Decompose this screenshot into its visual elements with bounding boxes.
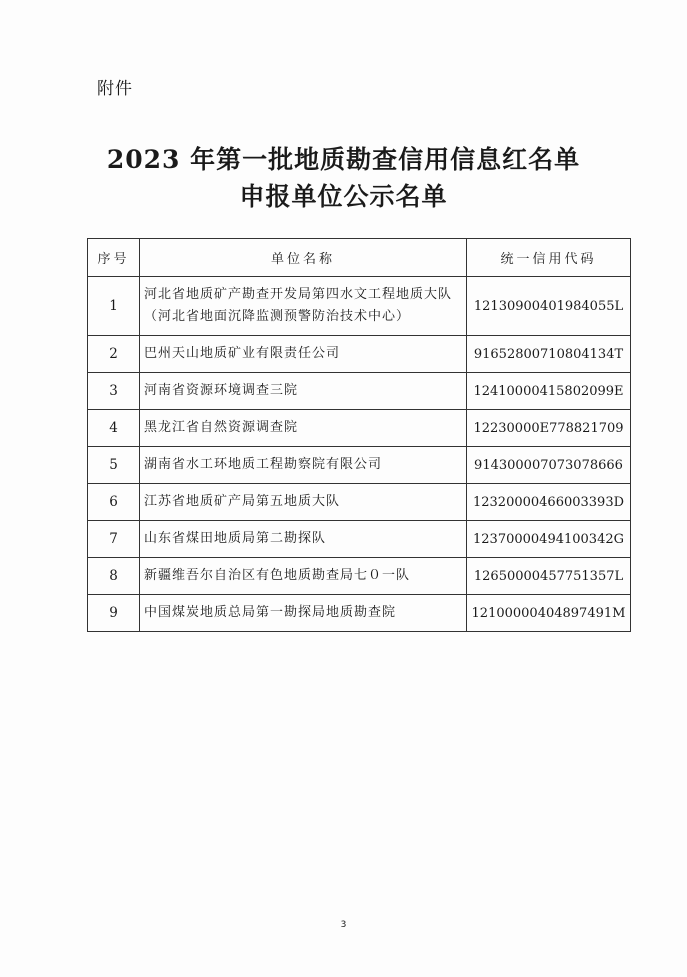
row-unit-name: 山东省煤田地质局第二勘探队 [140, 521, 467, 558]
table-row [88, 521, 631, 558]
table-header-row [88, 239, 631, 277]
table-row [88, 373, 631, 410]
row-serial-number: 4 [88, 410, 140, 447]
row-credit-code: 12230000E778821709 [467, 410, 631, 447]
row-credit-code: 12410000415802099E [467, 373, 631, 410]
row-credit-code: 12370000494100342G [467, 521, 631, 558]
row-serial-number: 5 [88, 447, 140, 484]
table-row [88, 484, 631, 521]
row-unit-name: 江苏省地质矿产局第五地质大队 [140, 484, 467, 521]
row-unit-name: 河南省资源环境调查三院 [140, 373, 467, 410]
row-unit-name: 河北省地质矿产勘查开发局第四水文工程地质大队（河北省地面沉降监测预警防治技术中心） [140, 277, 467, 336]
table-row [88, 447, 631, 484]
row-serial-number: 3 [88, 373, 140, 410]
row-serial-number: 8 [88, 558, 140, 595]
table-row [88, 595, 631, 632]
table-row [88, 277, 631, 336]
row-serial-number: 9 [88, 595, 140, 632]
row-credit-code: 12100000404897491M [467, 595, 631, 632]
attachment-label: 附件 [97, 79, 133, 99]
row-unit-name: 黑龙江省自然资源调查院 [140, 410, 467, 447]
row-serial-number: 2 [88, 336, 140, 373]
header-credit-code: 统一信用代码 [467, 239, 631, 277]
header-serial-number: 序号 [88, 239, 140, 277]
row-credit-code: 12650000457751357L [467, 558, 631, 595]
table-row [88, 336, 631, 373]
table-row [88, 410, 631, 447]
row-credit-code: 12130900401984055L [467, 277, 631, 336]
row-unit-name: 巴州天山地质矿业有限责任公司 [140, 336, 467, 373]
row-unit-name: 中国煤炭地质总局第一勘探局地质勘查院 [140, 595, 467, 632]
row-credit-code: 914300007073078666 [467, 447, 631, 484]
table-row [88, 558, 631, 595]
row-serial-number: 1 [88, 277, 140, 336]
red-list-table [87, 238, 631, 632]
header-unit-name: 单位名称 [140, 239, 467, 277]
row-serial-number: 6 [88, 484, 140, 521]
page-number: 3 [340, 920, 347, 930]
row-serial-number: 7 [88, 521, 140, 558]
row-unit-name: 新疆维吾尔自治区有色地质勘查局七０一队 [140, 558, 467, 595]
document-title-line-2: 申报单位公示名单 [239, 182, 448, 211]
row-unit-name: 湖南省水工环地质工程勘察院有限公司 [140, 447, 467, 484]
document-title-line-1: 2023 年第一批地质勘查信用信息红名单 [106, 145, 581, 174]
row-credit-code: 91652800710804134T [467, 336, 631, 373]
row-credit-code: 12320000466003393D [467, 484, 631, 521]
